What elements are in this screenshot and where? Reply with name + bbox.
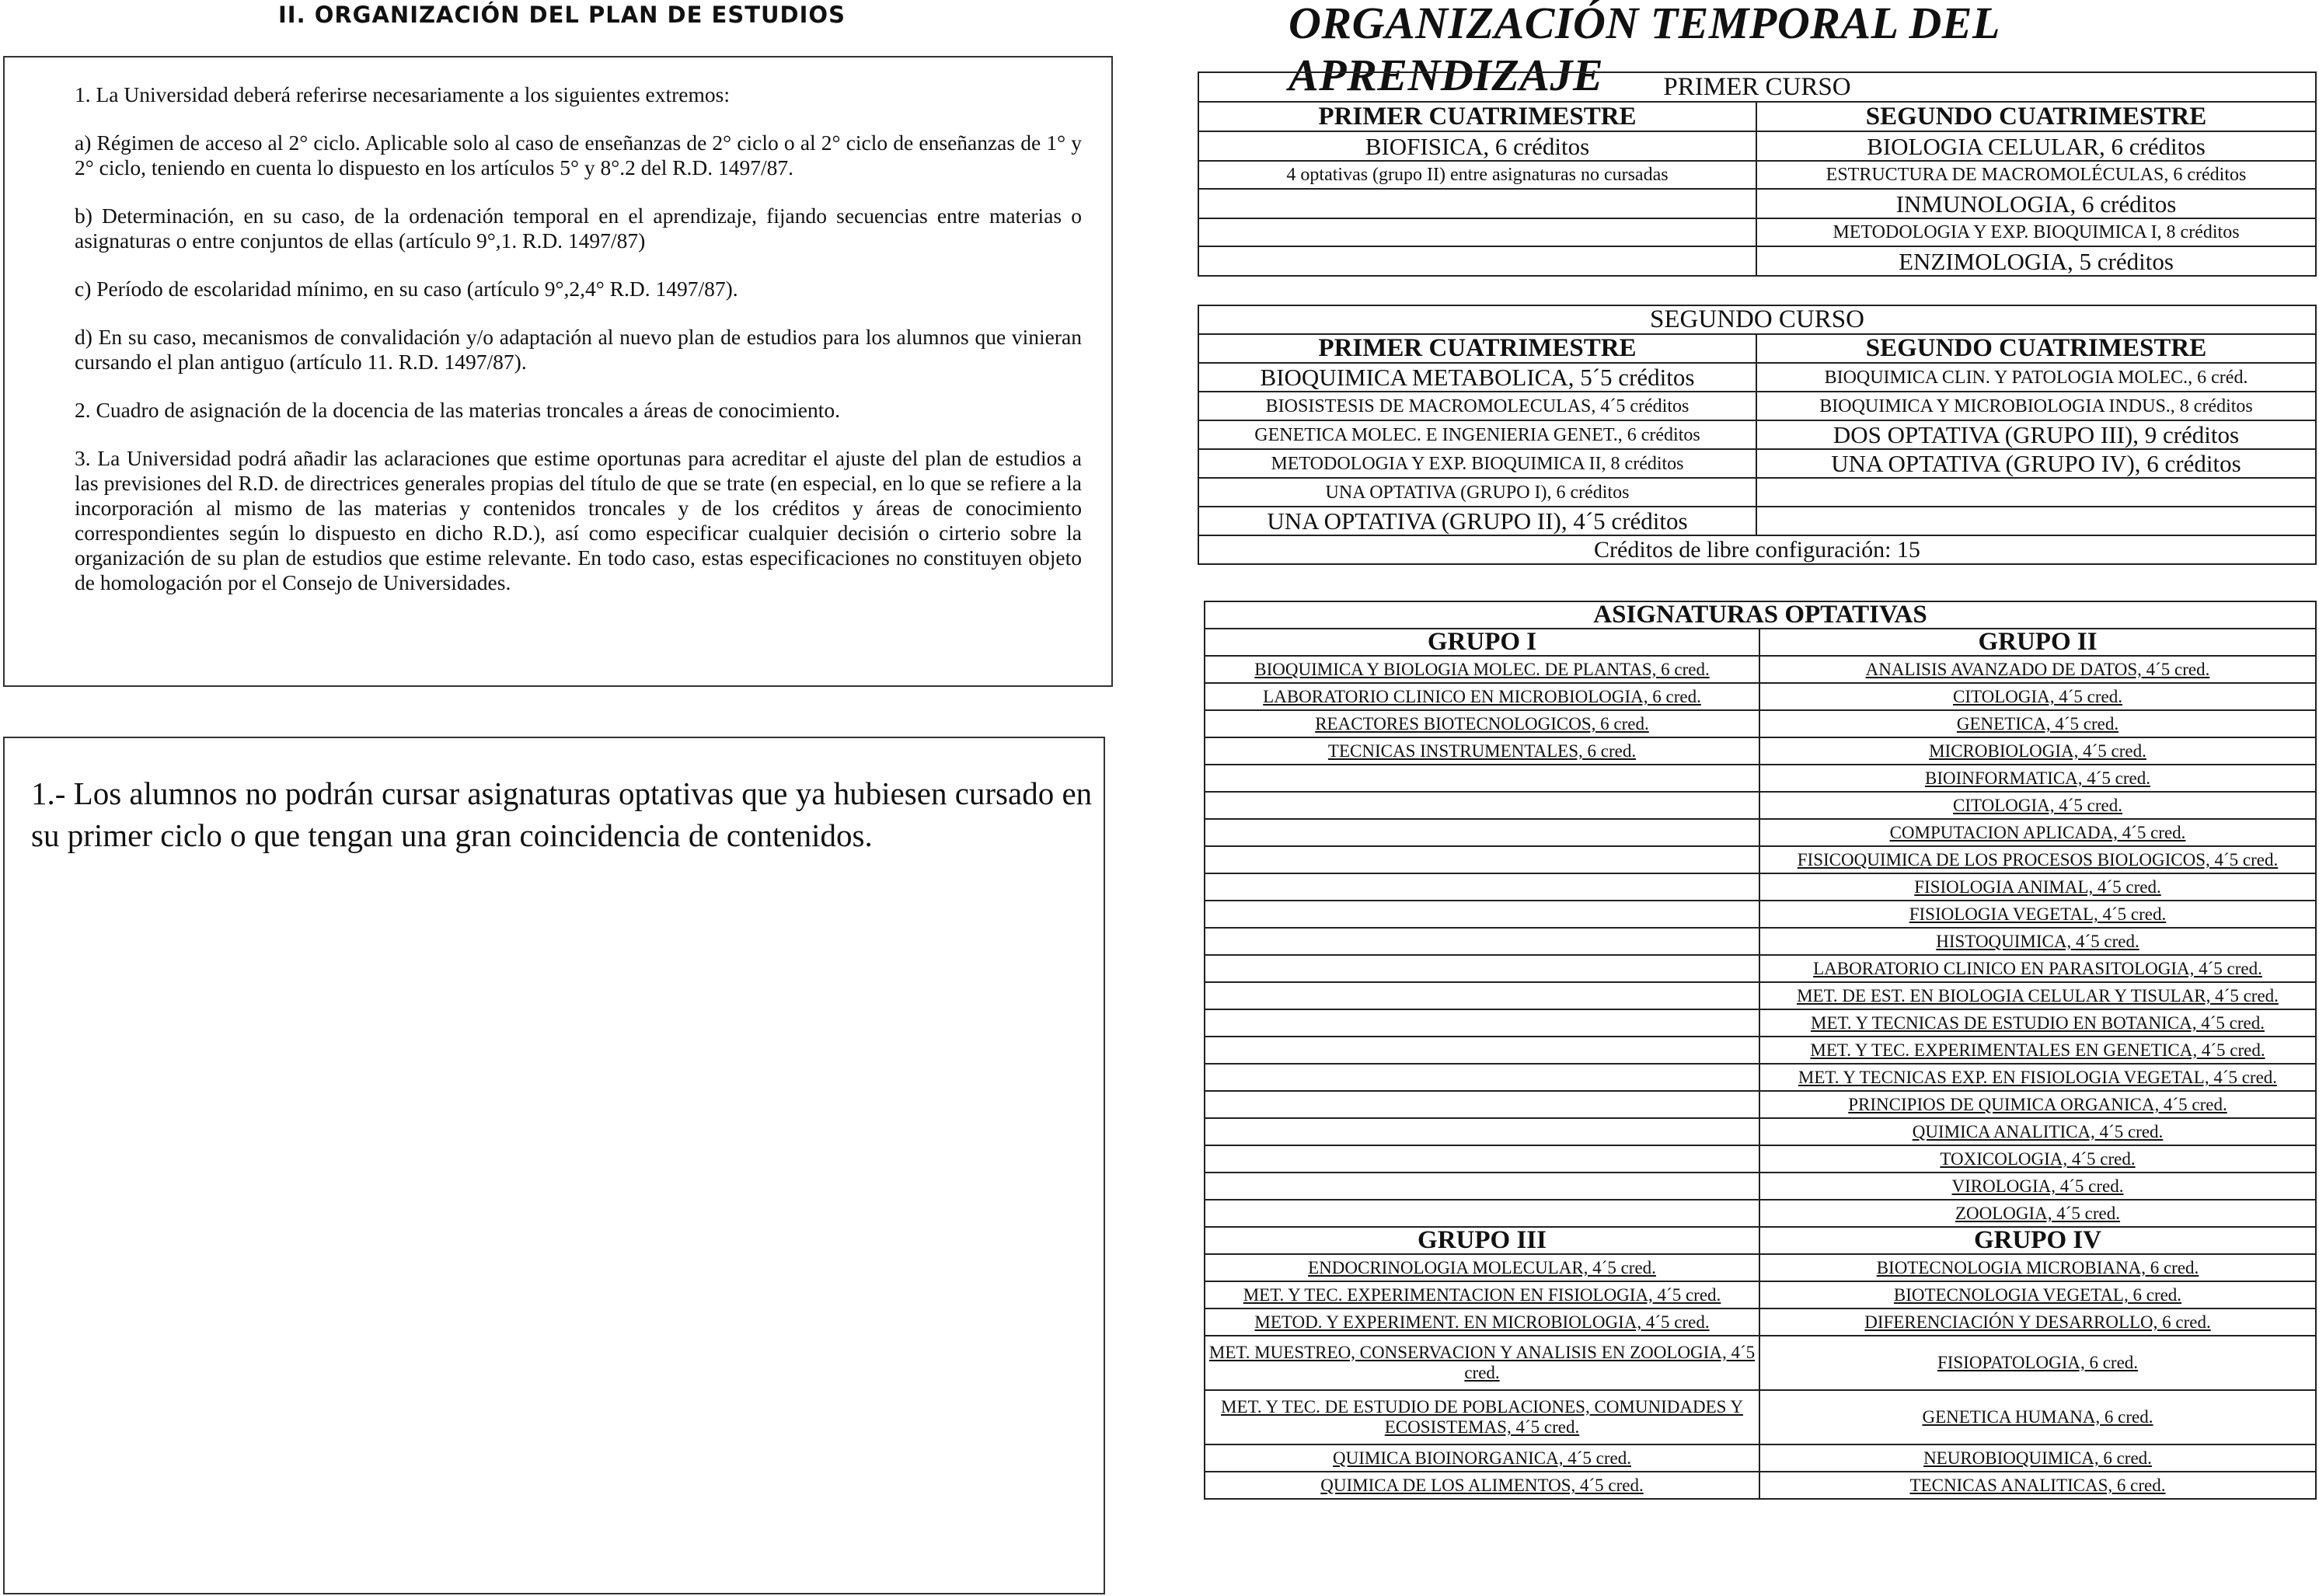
column-header: SEGUNDO CUATRIMESTRE <box>1756 334 2316 363</box>
table-cell: BIOQUIMICA CLIN. Y PATOLOGIA MOLEC., 6 créd. <box>1756 363 2316 392</box>
table-cell: BIOQUIMICA Y BIOLOGIA MOLEC. DE PLANTAS, 6 cred. <box>1205 656 1759 683</box>
table-row <box>1205 765 2316 792</box>
optativas-table <box>1204 601 2317 1500</box>
table-cell: TECNICAS INSTRUMENTALES, 6 cred. <box>1205 737 1759 765</box>
table-cell <box>1198 246 1756 276</box>
table-cell <box>1205 765 1759 792</box>
table-cell <box>1205 928 1759 955</box>
group-header: GRUPO IV <box>1759 1227 2316 1254</box>
table-cell: MET. Y TEC. DE ESTUDIO DE POBLACIONES, COMUNIDADES Y ECOSISTEMAS, 4´5 cred. <box>1205 1390 1759 1444</box>
page-title: ORGANIZACIÓN TEMPORAL DEL APRENDIZAJE <box>1289 0 1999 100</box>
table-title: SEGUNDO CURSO <box>1198 305 2316 334</box>
group-header: GRUPO II <box>1759 629 2316 656</box>
table-row <box>1205 1173 2316 1200</box>
table-cell: METODOLOGIA Y EXP. BIOQUIMICA II, 8 créditos <box>1198 449 1756 478</box>
table-cell: LABORATORIO CLINICO EN PARASITOLOGIA, 4´5 cred. <box>1759 955 2316 982</box>
table-cell: ENZIMOLOGIA, 5 créditos <box>1756 246 2316 276</box>
table-cell: 4 optativas (grupo II) entre asignaturas no cursadas <box>1198 161 1756 189</box>
table-row <box>1205 1091 2316 1118</box>
table-cell: BIOINFORMATICA, 4´5 cred. <box>1759 765 2316 792</box>
table-cell: UNA OPTATIVA (GRUPO I), 6 créditos <box>1198 478 1756 507</box>
table-cell: METOD. Y EXPERIMENT. EN MICROBIOLOGIA, 4´5 cred. <box>1205 1309 1759 1336</box>
table-cell: TOXICOLOGIA, 4´5 cred. <box>1759 1145 2316 1173</box>
table-cell: MET. Y TEC. EXPERIMENTALES EN GENETICA, 4´5 cred. <box>1759 1037 2316 1064</box>
table-row <box>1205 1064 2316 1091</box>
primer-curso-table <box>1198 71 2317 277</box>
table-row <box>1205 1037 2316 1064</box>
table-cell <box>1205 792 1759 819</box>
table-footer: Créditos de libre configuración: 15 <box>1198 535 2316 564</box>
instructions-paragraph: c) Período de escolaridad mínimo, en su caso (artículo 9°,2,4° R.D. 1497/87). <box>75 277 738 301</box>
table-cell: INMUNOLOGIA, 6 créditos <box>1756 189 2316 218</box>
table-cell <box>1205 819 1759 846</box>
table-cell <box>1198 218 1756 246</box>
group-header: GRUPO III <box>1205 1227 1759 1254</box>
table-cell: MET. Y TECNICAS DE ESTUDIO EN BOTANICA, 4´5 cred. <box>1759 1009 2316 1037</box>
table-cell <box>1205 1118 1759 1145</box>
table-row <box>1205 1200 2316 1227</box>
table-cell: FISIOPATOLOGIA, 6 cred. <box>1759 1336 2316 1390</box>
table-cell: DIFERENCIACIÓN Y DESARROLLO, 6 cred. <box>1759 1309 2316 1336</box>
table-row <box>1205 1472 2316 1499</box>
instructions-paragraph: b) Determinación, en su caso, de la ordenación temporal en el aprendizaje, fijando secuencias entre materias o asignaturas o entre conjuntos de ellas (artículo 9°,1. R.D. 1497/87) <box>75 204 1082 253</box>
instructions-paragraph: 3. La Universidad podrá añadir las aclaraciones que estime oportunas para acreditar el ajuste del plan de estudios a las previsiones del R.D. de directrices generales propias del título de que se trate (en especial, en lo que se refiere a la incorporación al mismo de las materias y contenidos troncales y de los créditos y áreas de conocimiento correspondientes según lo dispuesto en dicho R.D.), así como especificar cualquier decisión o cirterio sobre la organización de su plan de estudios que estime relevante. En todo caso, estas especificaciones no constituyen objeto de homologación por el Consejo de Universidades. <box>75 446 1082 594</box>
table-row <box>1205 1145 2316 1173</box>
table-cell: CITOLOGIA, 4´5 cred. <box>1759 792 2316 819</box>
table-cell <box>1205 901 1759 928</box>
table-cell: MET. DE EST. EN BIOLOGIA CELULAR Y TISULAR, 4´5 cred. <box>1759 982 2316 1009</box>
instructions-paragraph: a) Régimen de acceso al 2° ciclo. Aplicable solo al caso de enseñanzas de 2° ciclo o al 2° ciclo de enseñanzas de 1° y 2° ciclo, teniendo en cuenta lo dispuesto en los artículos 5° y 8°.2 del R.D. 1497/87. <box>75 131 1082 179</box>
table-cell <box>1205 1064 1759 1091</box>
table-row <box>1205 955 2316 982</box>
table-title: PRIMER CURSO <box>1198 72 2316 102</box>
table-cell <box>1205 982 1759 1009</box>
table-cell <box>1205 1037 1759 1064</box>
table-cell <box>1205 1173 1759 1200</box>
instructions-paragraph: 2. Cuadro de asignación de la docencia de las materias troncales a áreas de conocimiento. <box>75 398 841 422</box>
column-header: PRIMER CUATRIMESTRE <box>1198 102 1756 131</box>
table-cell: COMPUTACION APLICADA, 4´5 cred. <box>1759 819 2316 846</box>
segundo-curso-table <box>1198 305 2317 565</box>
table-cell: BIOQUIMICA Y MICROBIOLOGIA INDUS., 8 créditos <box>1756 392 2316 420</box>
section-title: II. ORGANIZACIÓN DEL PLAN DE ESTUDIOS <box>278 2 846 28</box>
table-row <box>1205 683 2316 710</box>
table-cell: CITOLOGIA, 4´5 cred. <box>1759 683 2316 710</box>
table-row <box>1205 1118 2316 1145</box>
table-cell: GENETICA HUMANA, 6 cred. <box>1759 1390 2316 1444</box>
instructions-box <box>3 56 1113 687</box>
table-cell: DOS OPTATIVA (GRUPO III), 9 créditos <box>1756 420 2316 449</box>
table-cell: QUIMICA BIOINORGANICA, 4´5 cred. <box>1205 1444 1759 1472</box>
table-cell: BIOQUIMICA METABOLICA, 5´5 créditos <box>1198 363 1756 392</box>
table-row <box>1205 710 2316 737</box>
table-cell: QUIMICA DE LOS ALIMENTOS, 4´5 cred. <box>1205 1472 1759 1499</box>
table-row <box>1205 1281 2316 1309</box>
table-cell: QUIMICA ANALITICA, 4´5 cred. <box>1759 1118 2316 1145</box>
table-cell: BIOLOGIA CELULAR, 6 créditos <box>1756 131 2316 161</box>
table-row <box>1205 819 2316 846</box>
table-cell <box>1205 955 1759 982</box>
table-cell: MET. Y TECNICAS EXP. EN FISIOLOGIA VEGETAL, 4´5 cred. <box>1759 1064 2316 1091</box>
table-cell: REACTORES BIOTECNOLOGICOS, 6 cred. <box>1205 710 1759 737</box>
table-cell: TECNICAS ANALITICAS, 6 cred. <box>1759 1472 2316 1499</box>
table-cell: NEUROBIOQUIMICA, 6 cred. <box>1759 1444 2316 1472</box>
table-cell <box>1198 189 1756 218</box>
table-row <box>1205 873 2316 901</box>
table-cell: PRINCIPIOS DE QUIMICA ORGANICA, 4´5 cred. <box>1759 1091 2316 1118</box>
table-cell: UNA OPTATIVA (GRUPO IV), 6 créditos <box>1756 449 2316 478</box>
table-cell: FISIOLOGIA VEGETAL, 4´5 cred. <box>1759 901 2316 928</box>
table-cell: BIOTECNOLOGIA VEGETAL, 6 cred. <box>1759 1281 2316 1309</box>
table-row <box>1205 656 2316 683</box>
table-cell: GENETICA MOLEC. E INGENIERIA GENET., 6 créditos <box>1198 420 1756 449</box>
table-cell <box>1756 507 2316 535</box>
table-row <box>1205 737 2316 765</box>
table-cell <box>1205 873 1759 901</box>
table-cell: FISICOQUIMICA DE LOS PROCESOS BIOLOGICOS, 4´5 cred. <box>1759 846 2316 873</box>
group-header: GRUPO I <box>1205 629 1759 656</box>
table-row <box>1205 1390 2316 1444</box>
table-cell: LABORATORIO CLINICO EN MICROBIOLOGIA, 6 cred. <box>1205 683 1759 710</box>
table-row <box>1205 1009 2316 1037</box>
instructions-paragraph: 1. La Universidad deberá referirse necesariamente a los siguientes extremos: <box>75 82 730 106</box>
table-cell: BIOFISICA, 6 créditos <box>1198 131 1756 161</box>
table-cell <box>1205 1009 1759 1037</box>
table-cell <box>1756 478 2316 507</box>
table-cell: UNA OPTATIVA (GRUPO II), 4´5 créditos <box>1198 507 1756 535</box>
table-row <box>1205 1336 2316 1390</box>
notes-box <box>3 737 1105 1594</box>
table-row <box>1205 1444 2316 1472</box>
table-title: ASIGNATURAS OPTATIVAS <box>1205 601 2316 629</box>
instructions-paragraph: d) En su caso, mecanismos de convalidación y/o adaptación al nuevo plan de estudios para los alumnos que vinieran cursando el plan antiguo (artículo 11. R.D. 1497/87). <box>75 325 1082 374</box>
table-cell: FISIOLOGIA ANIMAL, 4´5 cred. <box>1759 873 2316 901</box>
table-cell: ENDOCRINOLOGIA MOLECULAR, 4´5 cred. <box>1205 1254 1759 1281</box>
table-row <box>1205 846 2316 873</box>
table-cell: HISTOQUIMICA, 4´5 cred. <box>1759 928 2316 955</box>
table-row <box>1205 901 2316 928</box>
table-row <box>1205 792 2316 819</box>
table-cell: ANALISIS AVANZADO DE DATOS, 4´5 cred. <box>1759 656 2316 683</box>
table-cell: BIOSISTESIS DE MACROMOLECULAS, 4´5 créditos <box>1198 392 1756 420</box>
note-text: 1.- Los alumnos no podrán cursar asignaturas optativas que ya hubiesen cursado en su primer ciclo o que tengan una gran coincidencia de contenidos. <box>31 775 1093 853</box>
column-header: PRIMER CUATRIMESTRE <box>1198 334 1756 363</box>
column-header: SEGUNDO CUATRIMESTRE <box>1756 102 2316 131</box>
table-cell <box>1205 1091 1759 1118</box>
table-cell: METODOLOGIA Y EXP. BIOQUIMICA I, 8 créditos <box>1756 218 2316 246</box>
table-cell: ESTRUCTURA DE MACROMOLÉCULAS, 6 créditos <box>1756 161 2316 189</box>
table-cell: MICROBIOLOGIA, 4´5 cred. <box>1759 737 2316 765</box>
table-cell: VIROLOGIA, 4´5 cred. <box>1759 1173 2316 1200</box>
table-cell <box>1205 1145 1759 1173</box>
table-cell <box>1205 846 1759 873</box>
table-cell: MET. Y TEC. EXPERIMENTACION EN FISIOLOGIA, 4´5 cred. <box>1205 1281 1759 1309</box>
table-row <box>1205 982 2316 1009</box>
table-cell: ZOOLOGIA, 4´5 cred. <box>1759 1200 2316 1227</box>
table-cell <box>1205 1200 1759 1227</box>
table-row <box>1205 928 2316 955</box>
table-row <box>1205 1254 2316 1281</box>
table-row <box>1205 1309 2316 1336</box>
table-cell: BIOTECNOLOGIA MICROBIANA, 6 cred. <box>1759 1254 2316 1281</box>
table-cell: MET. MUESTREO, CONSERVACION Y ANALISIS EN ZOOLOGIA, 4´5 cred. <box>1205 1336 1759 1390</box>
table-cell: GENETICA, 4´5 cred. <box>1759 710 2316 737</box>
